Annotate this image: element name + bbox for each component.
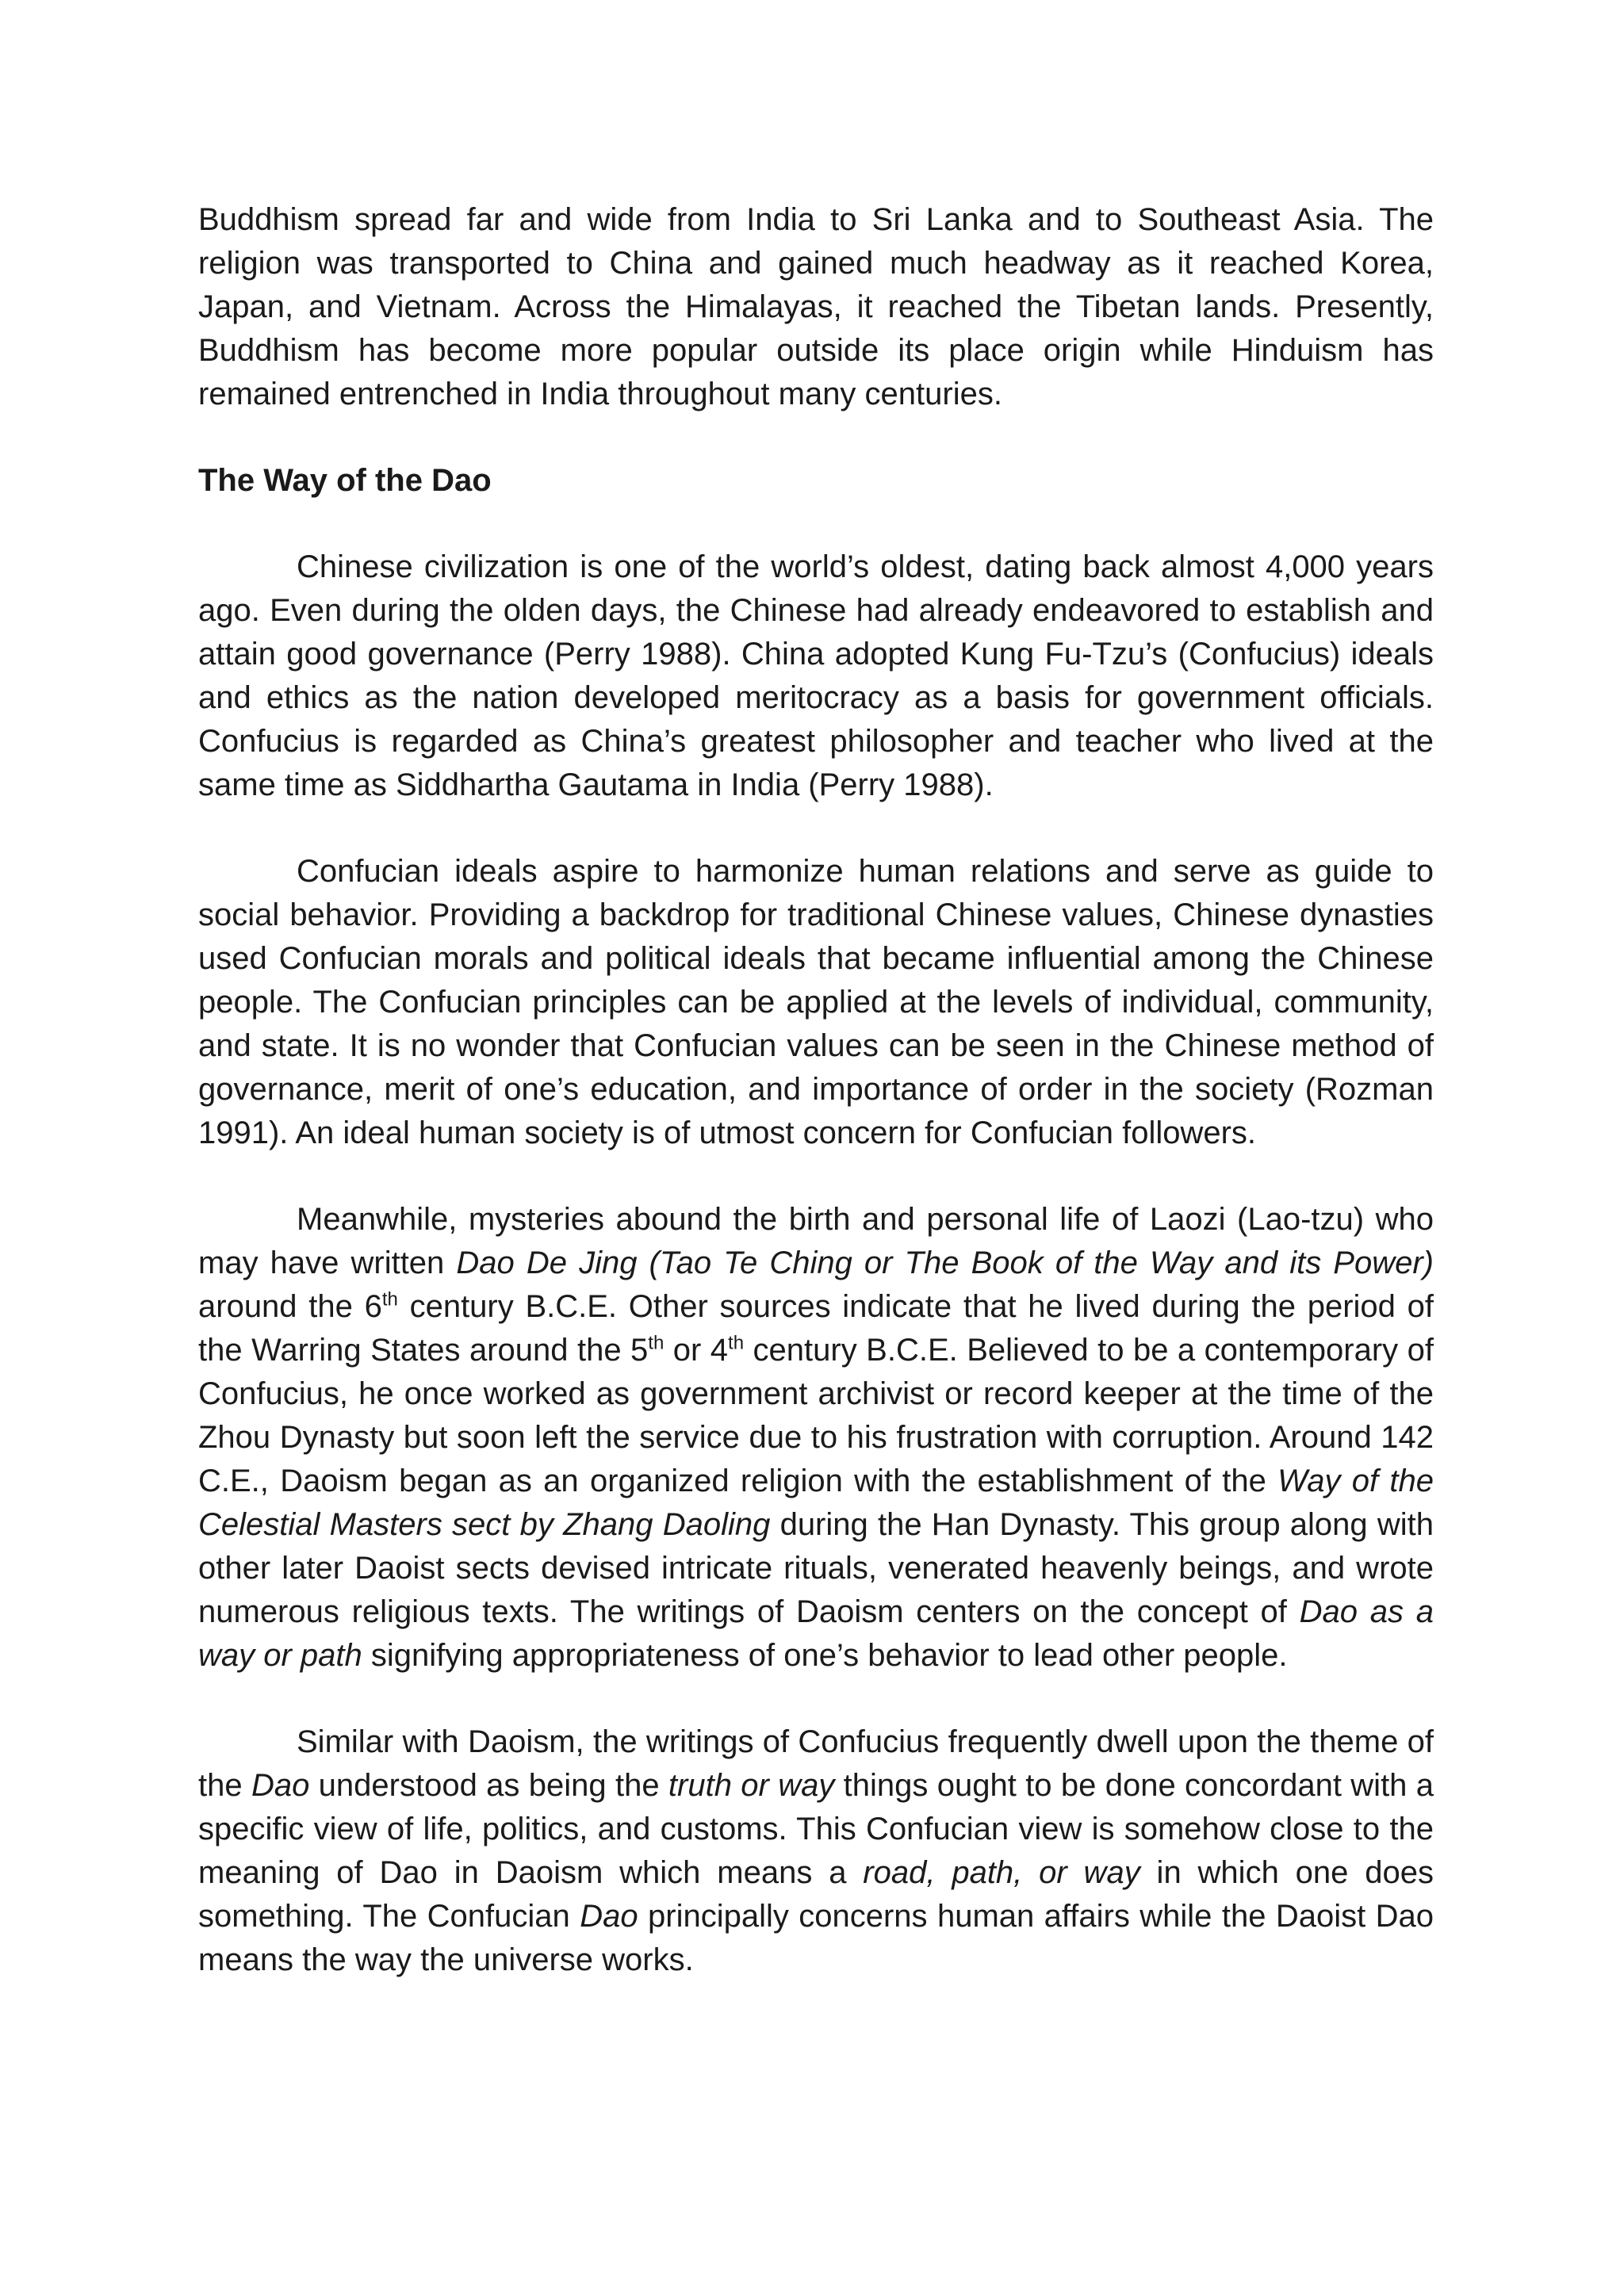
text-run: or 4 bbox=[664, 1333, 729, 1368]
text-run: Similar with Daoism, the writings of Confucius frequently dwell upon the theme of the bbox=[198, 1724, 1434, 1803]
paragraph-buddhism-spread bbox=[198, 198, 1434, 416]
text-run: things ought to be done concordant with a specific view of life, politics, and customs. This Confucian view is somehow close to the meaning of Dao in Daoism which means a bbox=[198, 1768, 1434, 1890]
superscript-text: th bbox=[728, 1332, 745, 1354]
document-page bbox=[198, 198, 1434, 2025]
italic-text: truth or way bbox=[668, 1768, 835, 1803]
paragraph-chinese-civilization bbox=[198, 545, 1434, 807]
text-run: century B.C.E. Believed to be a contemporary of Confucius, he once worked as government archivist or record keeper at the time of the Zhou Dynasty but soon left the service due to his frustration with corruption. Around 142 C.E., Daoism began as an organized religion with the establishment of the bbox=[198, 1333, 1434, 1498]
italic-text: Dao De Jing (Tao Te Ching or The Book of the Way and its Power) bbox=[456, 1246, 1434, 1280]
text-run: Buddhism spread far and wide from India to Sri Lanka and to Southeast Asia. The religion was transported to China and gained much headway as it reached Korea, Japan, and Vietnam. Across the Himalayas, it reached the Tibetan lands. Presently, Buddhism has become more popular outside its place origin while Hinduism has remained entrenched in India throughout many centuries. bbox=[198, 202, 1434, 411]
text-run: century B.C.E. Other sources indicate that he lived during the period of the Warring States around the 5 bbox=[198, 1289, 1434, 1368]
italic-text: road, path, or way bbox=[863, 1855, 1140, 1890]
text-run: understood as being the bbox=[309, 1768, 668, 1803]
italic-text: Way of the Celestial Masters sect by Zhang Daoling bbox=[198, 1464, 1434, 1542]
paragraph-confucian-ideals bbox=[198, 850, 1434, 1155]
superscript-text: th bbox=[648, 1332, 665, 1354]
superscript-text: th bbox=[381, 1288, 398, 1311]
text-run: Meanwhile, mysteries abound the birth and personal life of Laozi (Lao-tzu) who may have written bbox=[198, 1202, 1434, 1280]
italic-text: Dao bbox=[580, 1899, 638, 1934]
text-run: around the 6 bbox=[198, 1289, 382, 1324]
text-run: Confucian ideals aspire to harmonize human relations and serve as guide to social behavior. Providing a backdrop for traditional Chinese values, Chinese dynasties used Confucian morals and political ideals that became influential among the Chinese people. The Confucian principles can be applied at the levels of individual, community, and state. It is no wonder that Confucian values can be seen in the Chinese method of governance, merit of one’s education, and importance of order in the society (Rozman 1991). An ideal human society is of utmost concern for Confucian followers. bbox=[198, 854, 1434, 1150]
paragraph-confucian-dao bbox=[198, 1720, 1434, 1982]
text-run: in which one does something. The Confucian bbox=[198, 1855, 1434, 1934]
text-run: Chinese civilization is one of the world’s oldest, dating back almost 4,000 years ago. Even during the olden days, the Chinese had already endeavored to establish and attain good governance (Perry 1988). China adopted Kung Fu-Tzu’s (Confucius) ideals and ethics as the nation developed meritocracy as a basis for government officials. Confucius is regarded as China’s greatest philosopher and teacher who lived at the same time as Siddhartha Gautama in India (Perry 1988). bbox=[198, 549, 1434, 802]
italic-text: Dao as a way or path bbox=[198, 1594, 1434, 1673]
section-heading: The Way of the Dao bbox=[198, 463, 492, 498]
italic-text: Dao bbox=[251, 1768, 310, 1803]
text-run: during the Han Dynasty. This group along with other later Daoist sects devised intricate rituals, venerated heavenly beings, and wrote numerous religious texts. The writings of Daoism centers on the concept of bbox=[198, 1507, 1434, 1629]
text-run: signifying appropriateness of one’s behavior to lead other people. bbox=[362, 1638, 1288, 1673]
text-run: principally concerns human affairs while the Daoist Dao means the way the universe works. bbox=[198, 1899, 1434, 1977]
paragraph-laozi bbox=[198, 1198, 1434, 1678]
